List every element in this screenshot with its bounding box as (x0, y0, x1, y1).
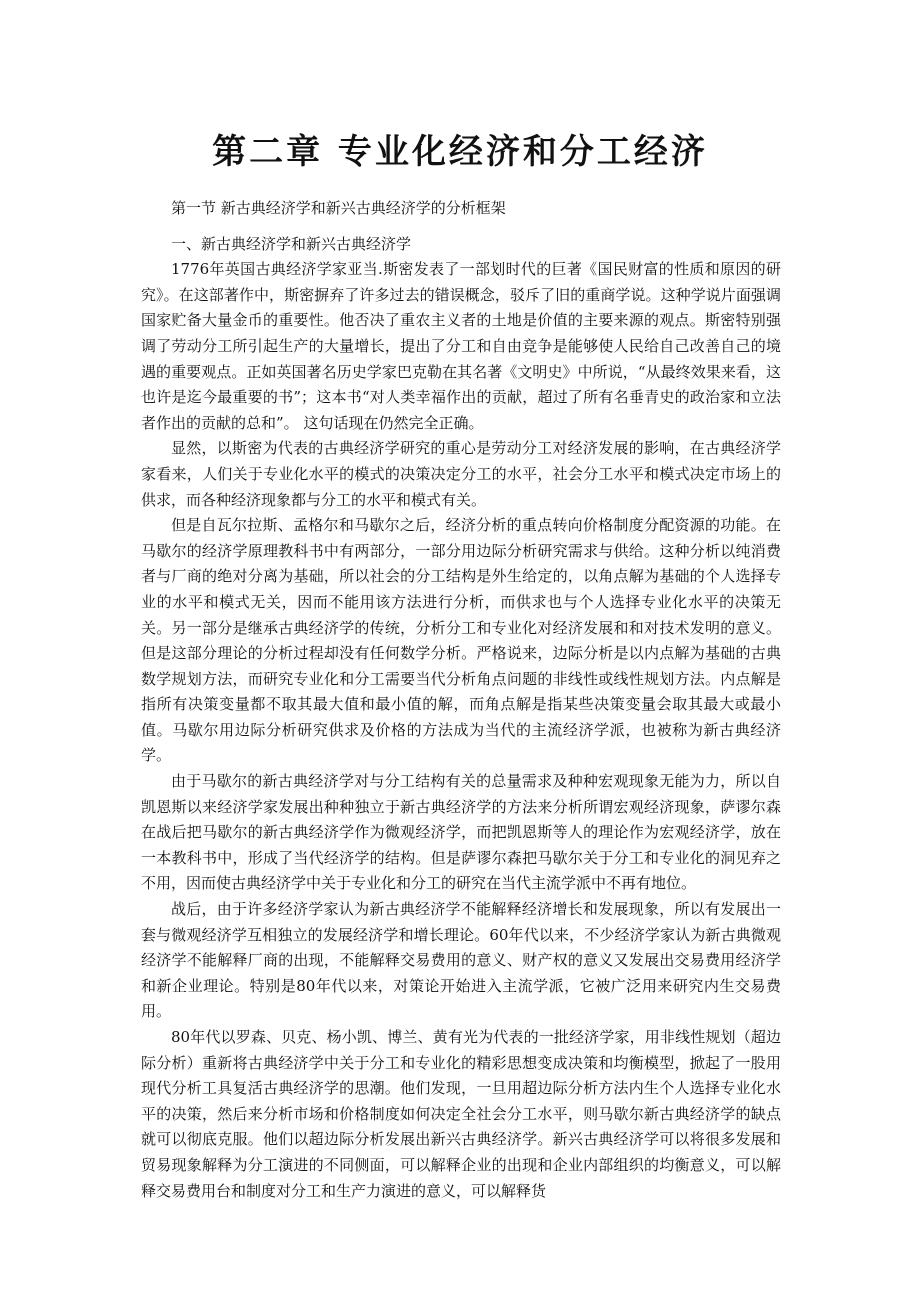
paragraph: 80年代以罗森、贝克、杨小凯、博兰、黄有光为代表的一批经济学家，用非线性规划（超边际分析）重新将古典经济学中关于分工和专业化的精彩思想变成决策和均衡模型，掀起了一股用现代分析工具复活古典经济学的思潮。他们发现，一旦用超边际分析方法内生个人选择专业化水平的决策，然后来分析市场和价格制度如何决定全社会分工水平，则马歇尔新古典经济学的缺点就可以彻底克服。他们以超边际分析发展出新兴古典经济学。新兴古典经济学可以将很多发展和贸易现象解释为分工演进的不同侧面，可以解释企业的出现和企业内部组织的均衡意义，可以解释交易费用台和制度对分工和生产力演进的意义，可以解释货 (141, 1028, 781, 1200)
paragraph: 但是自瓦尔拉斯、孟格尔和马歇尔之后，经济分析的重点转向价格制度分配资源的功能。在马歇尔的经济学原理教科书中有两部分，一部分用边际分析研究需求与供给。这种分析以纯消费者与厂商的绝对分离为基础，所以社会的分工结构是外生给定的，以角点解为基础的个人选择专业的水平和模式无关，因而不能用该方法进行分析，而供求也与个人选择专业化水平的决策无关。另一部分是继承古典经济学的传统，分析分工和专业化对经济发展和和对技术发明的意义。但是这部分理论的分析过程却没有任何数学分析。严格说来，边际分析是以内点解为基础的古典数学规划方法，而研究专业化和分工需要当代分析角点问题的非线性或线性规划方法。内点解是指所有决策变量都不取其最大值和最小值的解，而角点解是指某些决策变量会取其最大或最小值。马歇尔用边际分析研究供求及价格的方法成为当代的主流经济学派，也被称为新古典经济学。 (141, 516, 781, 765)
chapter-title: 第二章 专业化经济和分工经济 (212, 132, 708, 172)
paragraph: 由于马歇尔的新古典经济学对与分工结构有关的总量需求及种种宏观现象无能为力，所以自凯恩斯以来经济学家发展出种种独立于新古典经济学的方法来分析所谓宏观经济现象，萨谬尔森在战后把马歇尔的新古典经济学作为微观经济学，而把凯恩斯等人的理论作为宏观经济学，放在一本教科书中，形成了当代经济学的结构。但是萨谬尔森把马歇尔关于分工和专业化的洞见弃之不用，因而使古典经济学中关于专业化和分工的研究在当代主流学派中不再有地位。 (141, 772, 781, 893)
subsection-heading: 一、新古典经济学和新兴古典经济学 (171, 234, 412, 253)
paragraph: 战后，由于许多经济学家认为新古典经济学不能解释经济增长和发展现象，所以有发展出一套与微观经济学互相独立的发展经济学和增长理论。60年代以来，不少经济学家认为新古典微观经济学不能解释厂商的出现，不能解释交易费用的意义、财产权的意义又发展出交易费用经济学和新企业理论。特别是80年代以来，对策论开始进入主流学派，它被广泛用来研究内生交易费用。 (141, 900, 781, 1021)
document-body (141, 196, 781, 1204)
section-heading: 第一节 新古典经济学和新兴古典经济学的分析框架 (171, 199, 506, 217)
paragraph: 显然，以斯密为代表的古典经济学研究的重心是劳动分工对经济发展的影响，在古典经济学家看来，人们关于专业化水平的模式的决策决定分工的水平，社会分工水平和模式决定市场上的供求，而各种经济现象都与分工的水平和模式有关。 (141, 439, 781, 509)
paragraph: 1776年英国古典经济学家亚当.斯密发表了一部划时代的巨著《国民财富的性质和原因的研究》。在这部著作中，斯密摒弃了许多过去的错误概念，驳斥了旧的重商学说。这种学说片面强调国家贮备大量金币的重要性。他否决了重农主义者的土地是价值的主要来源的观点。斯密特别强调了劳动分工所引起生产的大量增长，提出了分工和自由竞争是能够使人民给自己改善自己的境遇的重要观点。正如英国著名历史学家巴克勒在其名著《文明史》中所说，“从最终效果来看，这也许是迄今最重要的书”；这本书“对人类幸福作出的贡献，超过了所有名垂青史的政治家和立法者作出的贡献的总和”。 这句话现在仍然完全正确。 (141, 260, 781, 432)
